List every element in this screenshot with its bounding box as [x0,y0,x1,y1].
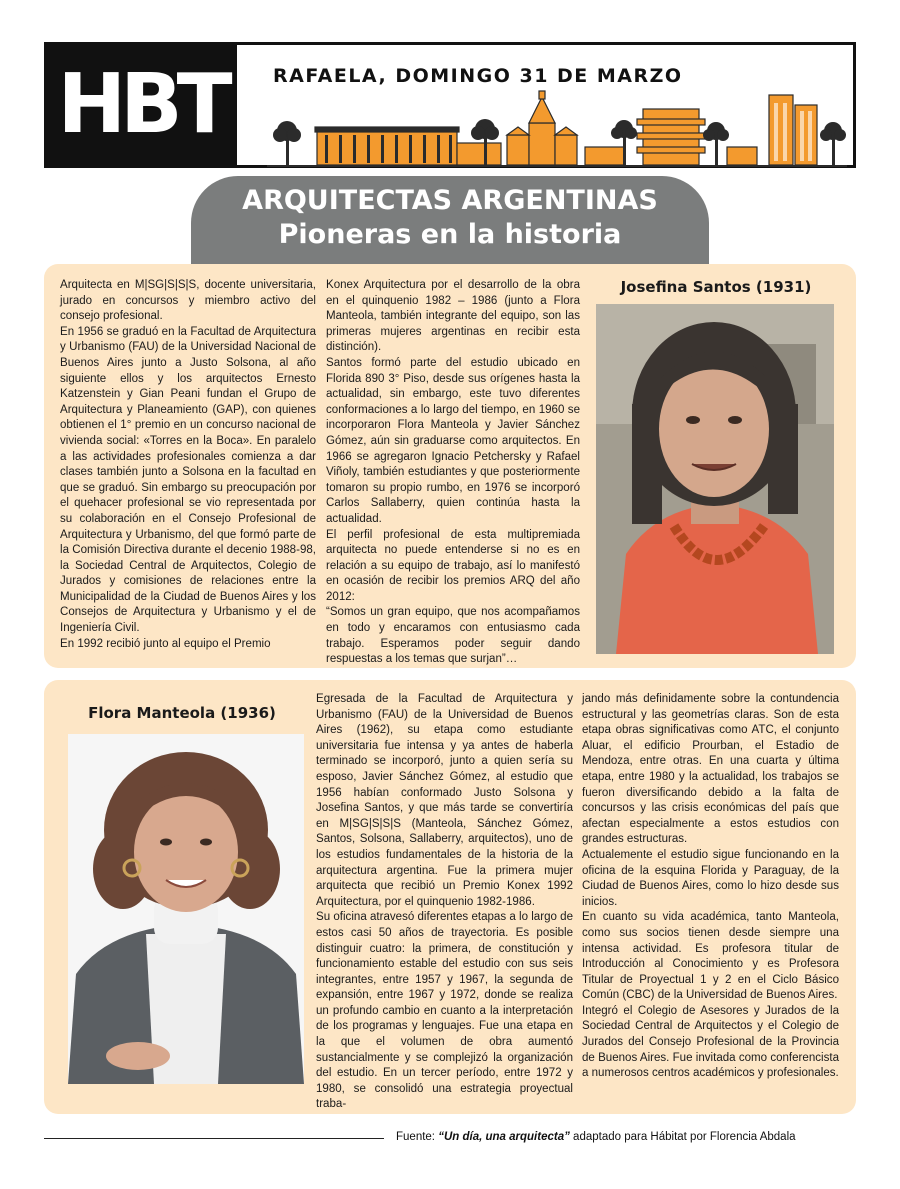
paragraph: Santos formó parte del estudio ubicado en Florida 890 3° Piso, desde sus orígenes hasta la actualidad, sin embargo, este tuvo diferentes conformaciones a lo largo del tiempo, en 1960 se incorporaron Flora Manteola y Javier Sánchez Gómez, aún sin graduarse como arquitectos. En 1966 se agregaron Ignacio Petchersky y Rafael Viñoly, también estudiantes y que posteriormente tomaron su propio rumbo, en 1976 se incorporó Carlos Sallaberry, quien continúa hasta la actualidad. [326,356,580,525]
paragraph: En 1992 recibió junto al equipo el Premio [60,637,271,650]
paragraph: En 1956 se graduó en la Facultad de Arquitectura y Urbanismo (FAU) de la Universidad Nacional de Buenos Aires junto a Justo Solsona, al año siguiente ellos y los arquitectos Ernesto Katzenstein y Gian Peani fundan el Grupo de Arquitectura y Planeamiento (GAP), con quienes obtienen el 1° premio en un concurso nacional de vivienda social: «Torres en la Boca». En paralelo a las actividades profesionales comienza a dar clases también junto a Solsona en la facultad en que se graduó. Sin embargo su preocupación por el quehacer profesional se vio representada por su colaboración en el Consejo Profesional de Arquitectura y Urbanismo, del que formó parte de la Comisión Directiva durante el decenio 1988-98, la Sociedad Central de Arquitectos, Colegio de Jurados y comisiones de relaciones entre la Municipalidad de la Ciudad de Buenos Aires y los Consejos de Arquitectura y Urbanismo y el de Ingeniería Civil. [60,325,316,635]
paragraph: jando más definidamente sobre la contundencia estructural y las geometrías claras. Son de esta etapa obras significativas como ATC, el conjunto Aluar, el edificio Prourban, el Estadio de Mendoza, entre otras. En una cuarta y última etapa, entre 1980 y la actualidad, los trabajos se fueron diversificando debido a la falta de concursos y las crisis económicas del país que afectan especialmente a estos estudios con grandes estructuras. [582,693,839,846]
paragraph: Actualemente el estudio sigue funcionando en la oficina de la esquina Florida y Paraguay, de la Ciudad de Buenos Aires, como lo hizo desde sus inicios. [582,848,839,908]
title-banner [191,176,709,270]
manteola-panel [44,680,856,1114]
source-rest: adaptado para Hábitat por Florencia Abdala [573,1131,796,1143]
paragraph: Integró el Colegio de Asesores y Jurados de la Sociedad Central de Arquitectos y el Colegio de Jurados del Consejo Profesional de la Provincia de Buenos Aires. Fue invitada como conferencista a numerosos centros académicos y profesionales. [582,1004,839,1080]
manteola-column-1 [316,692,573,1113]
santos-photo [596,304,834,654]
paragraph: “Somos un gran equipo, que nos acompañamos en todo y encaramos con entusiasmo cada trabajo. Esperamos poder seguir dando respuestas a los temas que surjan”… [326,606,580,666]
headline: ARQUITECTAS ARGENTINAS [242,185,658,216]
source-title: “Un día, una arquitecta” [438,1131,570,1143]
paragraph: Egresada de la Facultad de Arquitectura y Urbanismo (FAU) de la Universidad de Buenos Aires (1962), su etapa como estudiante universitaria fue intensa y ya antes de haberla terminado se incorporó, junto a quien sería su esposo, Javier Sánchez Gómez, al estudio que 1956 habían conformado Justo Solsona y Josefina Santos, y que más tarde se convertiría en M|SG|S|S|S (Manteola, Sánchez Gómez, Santos, Solsona, Sallaberry, arquitectos), uno de los estudios fundamentales de la historia de la arquitectura argentina. Fue la primera mujer arquitecta que recibió un Premio Konex 1992 Arquitectura, por el quinquenio 1982-1986. [316,693,573,908]
santos-column-1 [60,278,316,652]
subheadline: Pioneras en la historia [278,219,622,250]
paragraph: En cuanto su vida académica, tanto Manteola, como sus socios tienen desde siempre una intensa actividad. Es profesora titular de Introducción al Conocimiento y es Profesora Titular de Proyectual 1 y 2 en el Ciclo Básico Común (CBC) de la Universidad de Buenos Aires. [582,911,839,1002]
manteola-column-2 [582,692,839,1082]
dateline: RAFAELA, DOMINGO 31 DE MARZO [273,65,683,87]
source-credit [396,1131,856,1143]
santos-column-2 [326,278,580,668]
masthead [44,42,856,168]
source-label: Fuente: [396,1131,435,1143]
paragraph: Arquitecta en M|SG|S|S|S, docente universitaria, jurado en concursos y miembro activo del consejo profesional. [60,279,316,323]
santos-panel [44,264,856,668]
paragraph: Su oficina atravesó diferentes etapas a lo largo de estos casi 50 años de trayectoria. Es posible distinguir cuatro: la primera, de constitución y funcionamiento estable del estudio con sus seis integrantes, entre 1957 y 1967, la segunda de expansión, entre 1967 y 1972, donde se realiza un profundo cambio en cuanto a la interpretación de los programas y lenguajes. Fue una etapa en la que el volumen de obra aumentó sustancialmente y se complejizó la organización del estudio. En un tercer período, entre 1972 y 1980, se consolidó una estrategia proyectual traba- [316,911,573,1111]
logo [47,45,237,165]
manteola-name: Flora Manteola (1936) [88,704,276,722]
santos-name: Josefina Santos (1931) [620,278,812,296]
footer-rule [44,1138,384,1139]
paragraph: El perfil profesional de esta multipremiada arquitecta no puede entenderse si no es en relación a su equipo de trabajo, así lo manifestó en ocasión de recibir los premios ARQ del año 2012: [326,528,580,603]
portrait-illustration [596,304,834,654]
portrait-illustration [68,734,304,1084]
logo-text: HBT [57,57,227,152]
manteola-photo [68,734,304,1084]
skyline-illustration [267,89,847,167]
paragraph: Konex Arquitectura por el desarrollo de la obra en el quinquenio 1982 – 1986 (junto a Flora Manteola, también integrante del equipo, son las primeras mujeres argentinas en recibir esta distinción). [326,279,580,354]
